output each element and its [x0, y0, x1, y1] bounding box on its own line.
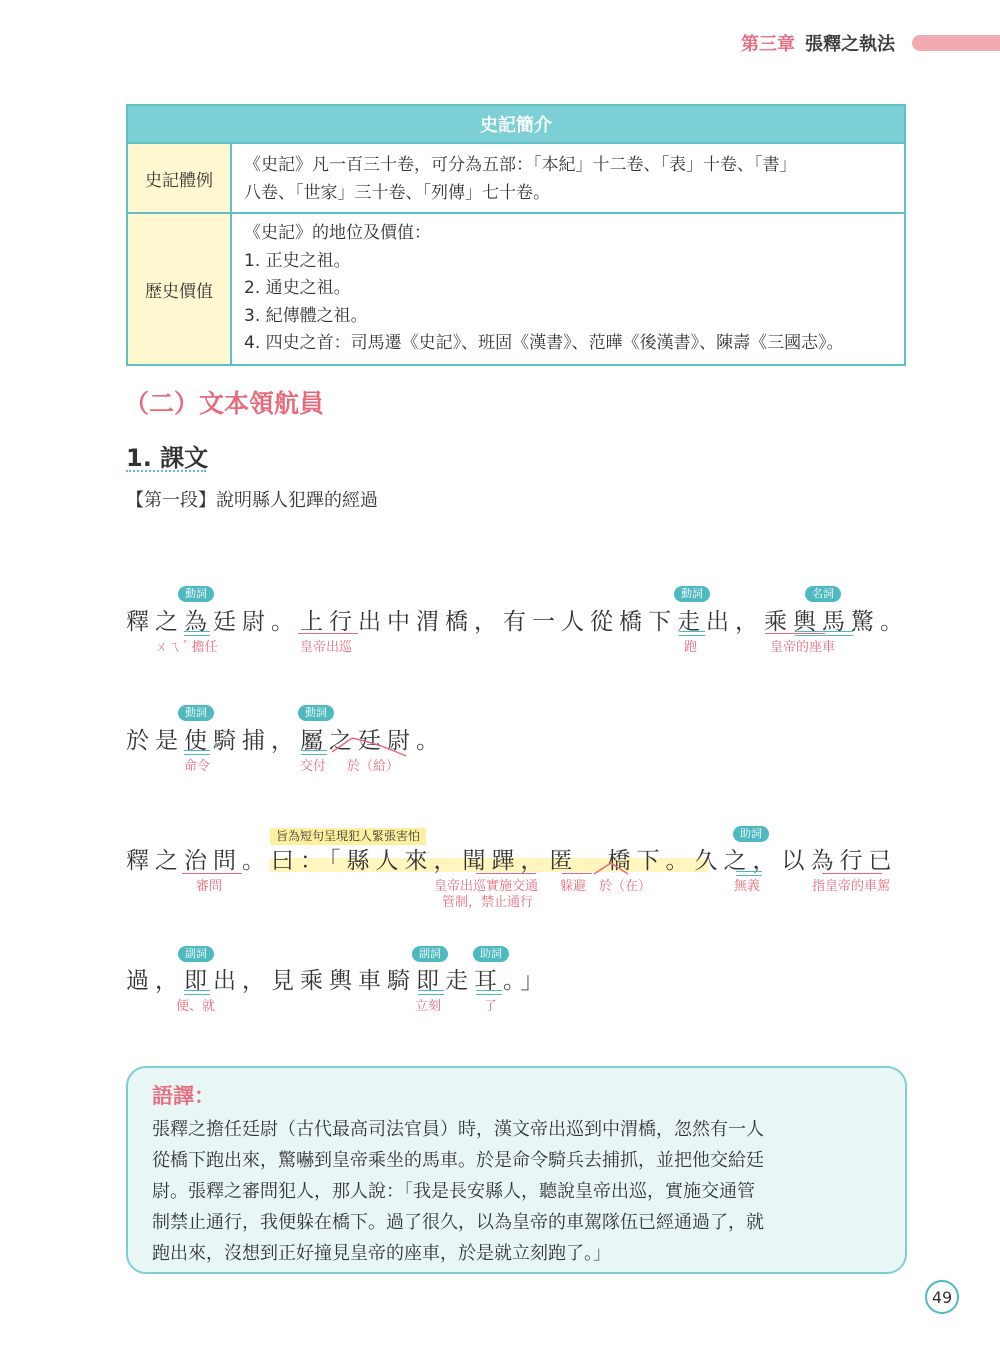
tag-particle: 助詞 [473, 946, 509, 962]
gloss-zou: 跑 [684, 640, 698, 655]
section-heading: （二）文本領航員 [124, 389, 325, 418]
tag-verb: 動詞 [178, 586, 214, 602]
content-line: 《史記》凡一百三十卷，可分為五部：「本紀」十二卷、「表」十卷、「書」 [244, 155, 797, 175]
gloss-ni: 躲避 [560, 879, 587, 894]
tag-adverb: 副詞 [412, 946, 448, 962]
content-line: 《史記》的地位及價值： [244, 223, 431, 243]
adverb-underline [184, 990, 210, 995]
content-line: 3. 紀傳體之祖。 [244, 305, 368, 326]
page-number: 49 [925, 1280, 959, 1314]
row-content [232, 214, 904, 364]
header-decoration-bar [912, 35, 1000, 51]
gloss-zhi-yu: 於（給） [347, 759, 400, 774]
gloss-shang-xing: 皇帝出巡 [300, 640, 353, 655]
translation-line: 跑出來，沒想到正好撞見皇帝的座車，於是就立刻跑了。」 [152, 1243, 611, 1264]
gloss-yu-zai: 於（在） [599, 879, 652, 894]
content-line: 2. 通史之祖。 [244, 278, 351, 298]
table-row [128, 144, 904, 214]
noun-underline [795, 631, 853, 636]
annotation-note: 旨為短句呈現犯人緊張害怕 [270, 828, 426, 845]
gloss-le: 了 [484, 999, 498, 1014]
translation-line: 從橋下跑出來，驚嚇到皇帝乘坐的馬車。於是命令騎兵去捕抓，並把他交給廷 [152, 1150, 764, 1171]
translation-line: 制禁止通行，我便躲在橋下。過了很久，以為皇帝的車駕隊伍已經通過了，就 [152, 1212, 764, 1233]
translation-title: 語譯： [152, 1084, 215, 1108]
text-line: 於是使騎捕，屬之廷尉。 [126, 728, 445, 754]
gloss-wei: ㄨㄟˊ 擔任 [155, 640, 218, 655]
gloss-bi-continued: 管制，禁止通行 [442, 895, 534, 910]
gloss-xing: 指皇帝的車駕 [812, 879, 891, 894]
gloss-shi: 命令 [184, 759, 211, 774]
tag-verb: 動詞 [674, 586, 710, 602]
chapter-number: 第三章 [741, 34, 795, 55]
particle-underline [476, 990, 502, 995]
gloss-underline [182, 873, 242, 874]
sub-heading: 1. 課文 [126, 444, 209, 472]
particle-mark [330, 732, 410, 758]
text-line: 過，即出，見乘輿車騎即走耳。」 [126, 968, 550, 994]
caret-mark [592, 860, 630, 876]
content-line: 4. 四史之首：司馬遷《史記》、班固《漢書》、范曄《後漢書》、陳壽《三國志》。 [244, 333, 844, 353]
paragraph-label: 【第一段】說明縣人犯蹕的經過 [126, 490, 378, 511]
gloss-li-ke: 立刻 [415, 999, 442, 1014]
gloss-zhi-wen: 審問 [196, 879, 223, 894]
verb-underline [301, 750, 327, 755]
gloss-cheng-yu: 皇帝的座車 [770, 640, 836, 655]
verb-underline [679, 631, 705, 636]
gloss-wu-yi: 無義 [734, 879, 761, 894]
particle-underline [736, 871, 762, 876]
tag-verb: 動詞 [178, 705, 214, 721]
text-line: 釋之為廷尉。上行出中渭橋，有一人從橋下走出，乘輿馬驚。 [126, 609, 909, 635]
content-line: 1. 正史之祖。 [244, 250, 351, 271]
adverb-underline [418, 990, 444, 995]
sub-heading-underline [126, 470, 206, 472]
text-line: 釋之治問。曰：「縣人來，聞蹕，匿 橋下。久之，以為行已 [126, 848, 898, 874]
gloss-shu: 交付 [300, 759, 327, 774]
tag-particle: 助詞 [733, 826, 769, 842]
gloss-underline [298, 633, 358, 634]
content-line: 八卷、「世家」三十卷、「列傳」七十卷。 [244, 182, 550, 203]
chapter-title: 張釋之執法 [805, 34, 895, 55]
shiji-intro-table [126, 104, 906, 366]
row-label: 史記體例 [128, 144, 232, 212]
gloss-bi: 皇帝出巡實施交通 [434, 879, 539, 894]
translation-line: 尉。張釋之審問犯人，那人說：「我是長安縣人，聽說皇帝出巡，實施交通管 [152, 1181, 755, 1202]
gloss-underline [822, 873, 882, 874]
row-content [232, 144, 904, 212]
tag-adverb: 副詞 [178, 946, 214, 962]
table-title: 史記簡介 [128, 106, 904, 144]
verb-underline [184, 631, 210, 636]
tag-noun: 名詞 [805, 586, 841, 602]
tag-verb: 動詞 [298, 705, 334, 721]
gloss-ji: 便、就 [176, 999, 216, 1014]
gloss-underline [562, 873, 592, 874]
row-label: 歷史價值 [128, 214, 232, 364]
gloss-underline [476, 873, 536, 874]
table-row [128, 214, 904, 364]
translation-line: 張釋之擔任廷尉（古代最高司法官員）時，漢文帝出巡到中渭橋，忽然有一人 [152, 1119, 764, 1140]
translation-text [152, 1114, 881, 1269]
translation-box [126, 1066, 907, 1274]
verb-underline [184, 750, 210, 755]
